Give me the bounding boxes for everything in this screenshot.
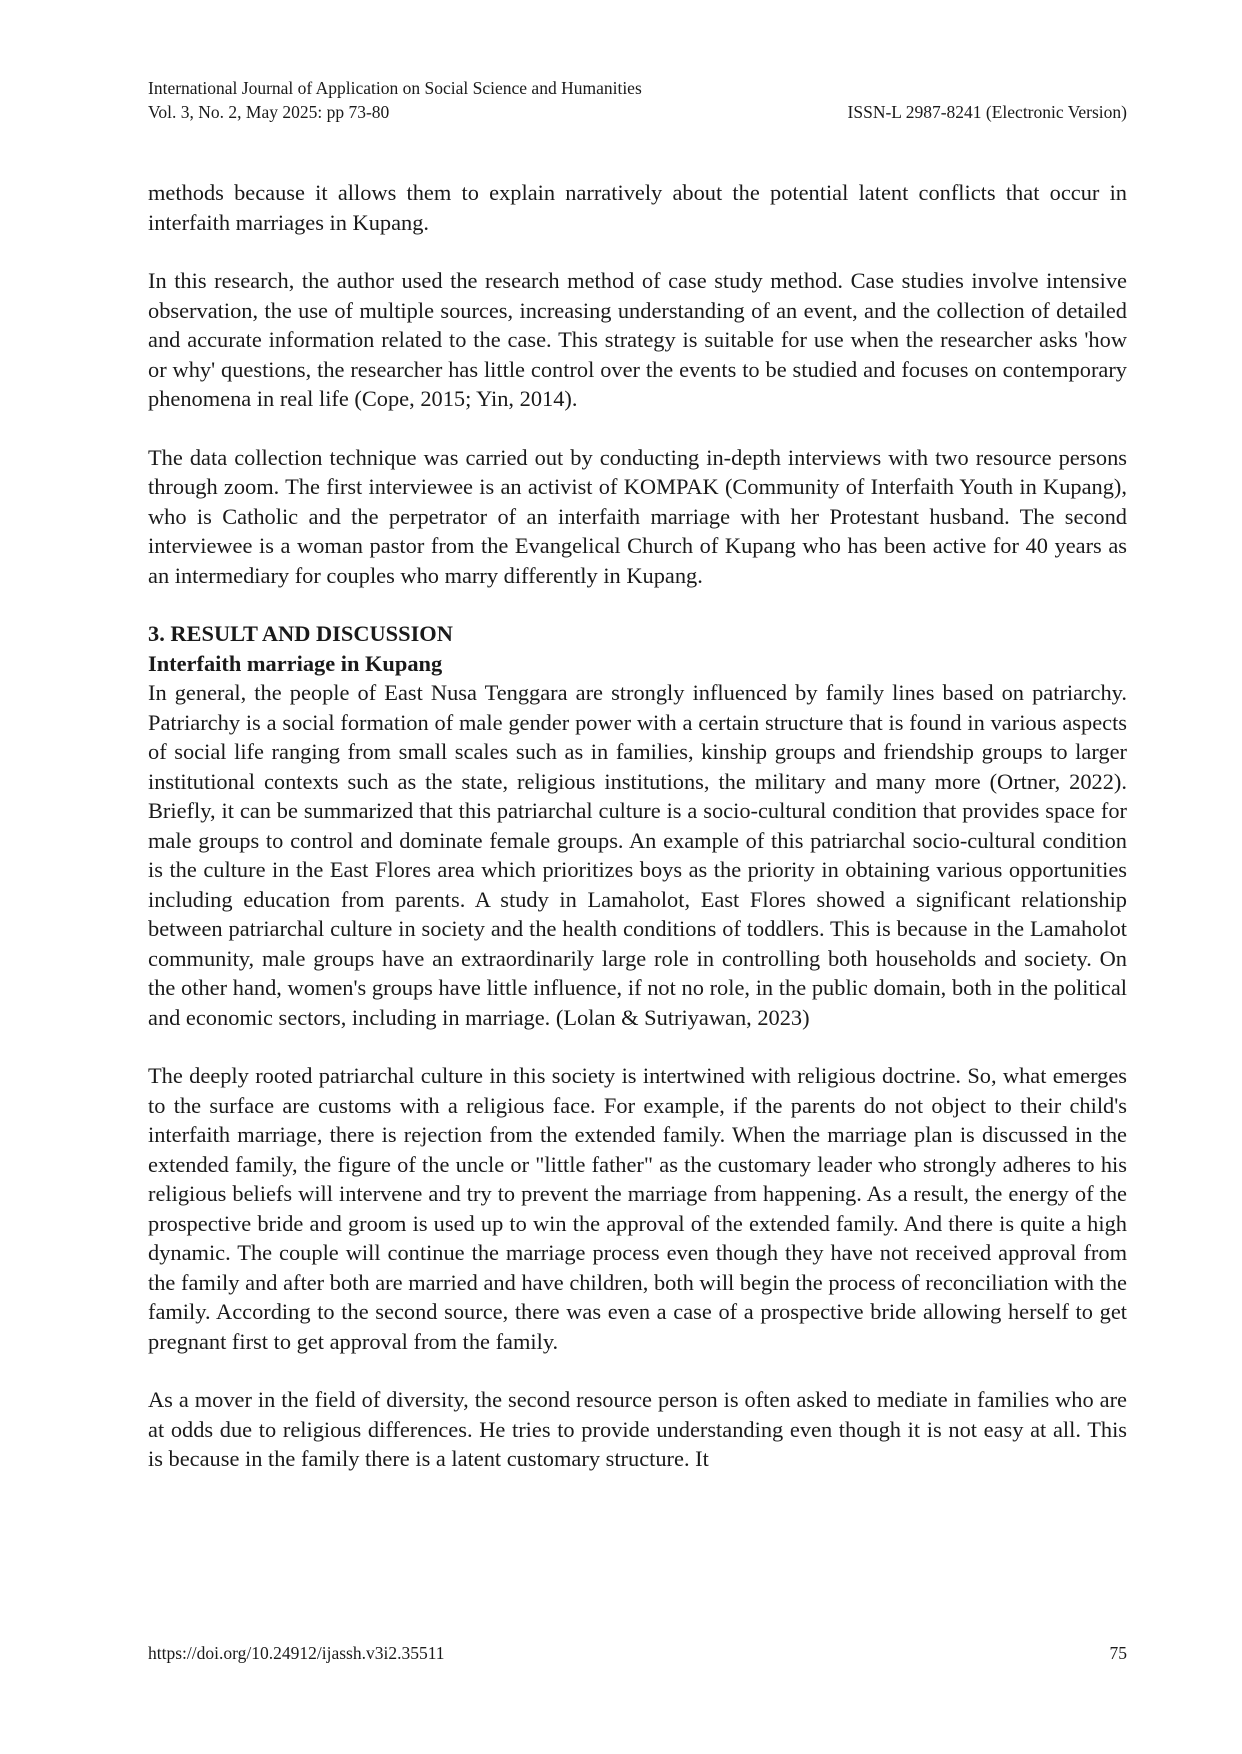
- running-header: [148, 76, 1127, 124]
- section-heading: 3. RESULT AND DISCUSSION: [148, 621, 453, 646]
- doi-link[interactable]: https://doi.org/10.24912/ijassh.v3i2.35511: [148, 1643, 445, 1663]
- paragraph-methods-continued: methods because it allows them to explain narratively about the potential latent conflicts that occur in interfaith marriages in Kupang.: [148, 180, 1127, 235]
- header-meta-row: [148, 100, 1127, 124]
- paragraph-mediation: As a mover in the field of diversity, the second resource person is often asked to mediate in families who are at odds due to religious differences. He tries to provide understanding even though it is not easy at all. This is because in the family there is a latent customary structure. It: [148, 1387, 1127, 1471]
- paragraph-religious-doctrine: The deeply rooted patriarchal culture in this society is intertwined with religious doctrine. So, what emerges to the surface are customs with a religious face. For example, if the parents do not object to their child's interfaith marriage, there is rejection from the extended family. When the marriage plan is discussed in the extended family, the figure of the uncle or "little father" as the customary leader who strongly adheres to his religious beliefs will intervene and try to prevent the marriage from happening. As a result, the energy of the prospective bride and groom is used up to win the approval of the extended family. And there is quite a high dynamic. The couple will continue the marriage process even though they have not received approval from the family and after both are married and have children, both will begin the process of reconciliation with the family. According to the second source, there was even a case of a prospective bride allowing herself to get pregnant first to get approval from the family.: [148, 1063, 1127, 1354]
- journal-title: International Journal of Application on Social Science and Humanities: [148, 78, 642, 98]
- paragraph-case-study: In this research, the author used the research method of case study method. Case studies involve intensive observation, the use of multiple sources, increasing understanding of an event, and the collection of detailed and accurate information related to the case. This strategy is suitable for use when the researcher asks 'how or why' questions, the researcher has little control over the events to be studied and focuses on contemporary phenomena in real life (Cope, 2015; Yin, 2014).: [148, 268, 1127, 411]
- volume-info: Vol. 3, No. 2, May 2025: pp 73-80: [148, 102, 390, 122]
- main-content: [148, 178, 1127, 1474]
- page-number: 75: [1109, 1643, 1127, 1663]
- subsection-heading: Interfaith marriage in Kupang: [148, 650, 443, 676]
- paragraph-data-collection: The data collection technique was carried out by conducting in-depth interviews with two resource persons through zoom. The first interviewee is an activist of KOMPAK (Community of Interfaith Youth in Kupang), who is Catholic and the perpetrator of an interfaith marriage with her Protestant husband. The second interviewee is a woman pastor from the Evangelical Church of Kupang who has been active for 40 years as an intermediary for couples who marry differently in Kupang.: [148, 444, 1127, 588]
- paragraph-patriarchy: In general, the people of East Nusa Tenggara are strongly influenced by family lines based on patriarchy. Patriarchy is a social formation of male gender power with a certain structure that is found in various aspects of social life ranging from small scales such as in families, kinship groups and friendship groups to larger institutional contexts such as the state, religious institutions, the military and many more (Ortner, 2022). Briefly, it can be summarized that this patriarchal culture is a socio-cultural condition that provides space for male groups to control and dominate female groups. An example of this patriarchal socio-cultural condition is the culture in the East Flores area which prioritizes boys as the priority in obtaining various opportunities including education from parents. A study in Lamaholot, East Flores showed a significant relationship between patriarchal culture in society and the health conditions of toddlers. This is because in the Lamaholot community, male groups have an extraordinarily large role in controlling both households and society. On the other hand, women's groups have little influence, if not no role, in the public domain, both in the political and economic sectors, including in marriage. (Lolan & Sutriyawan, 2023): [148, 680, 1127, 1030]
- page-footer: [148, 1641, 1127, 1665]
- issn-info: ISSN-L 2987-8241 (Electronic Version): [847, 102, 1127, 122]
